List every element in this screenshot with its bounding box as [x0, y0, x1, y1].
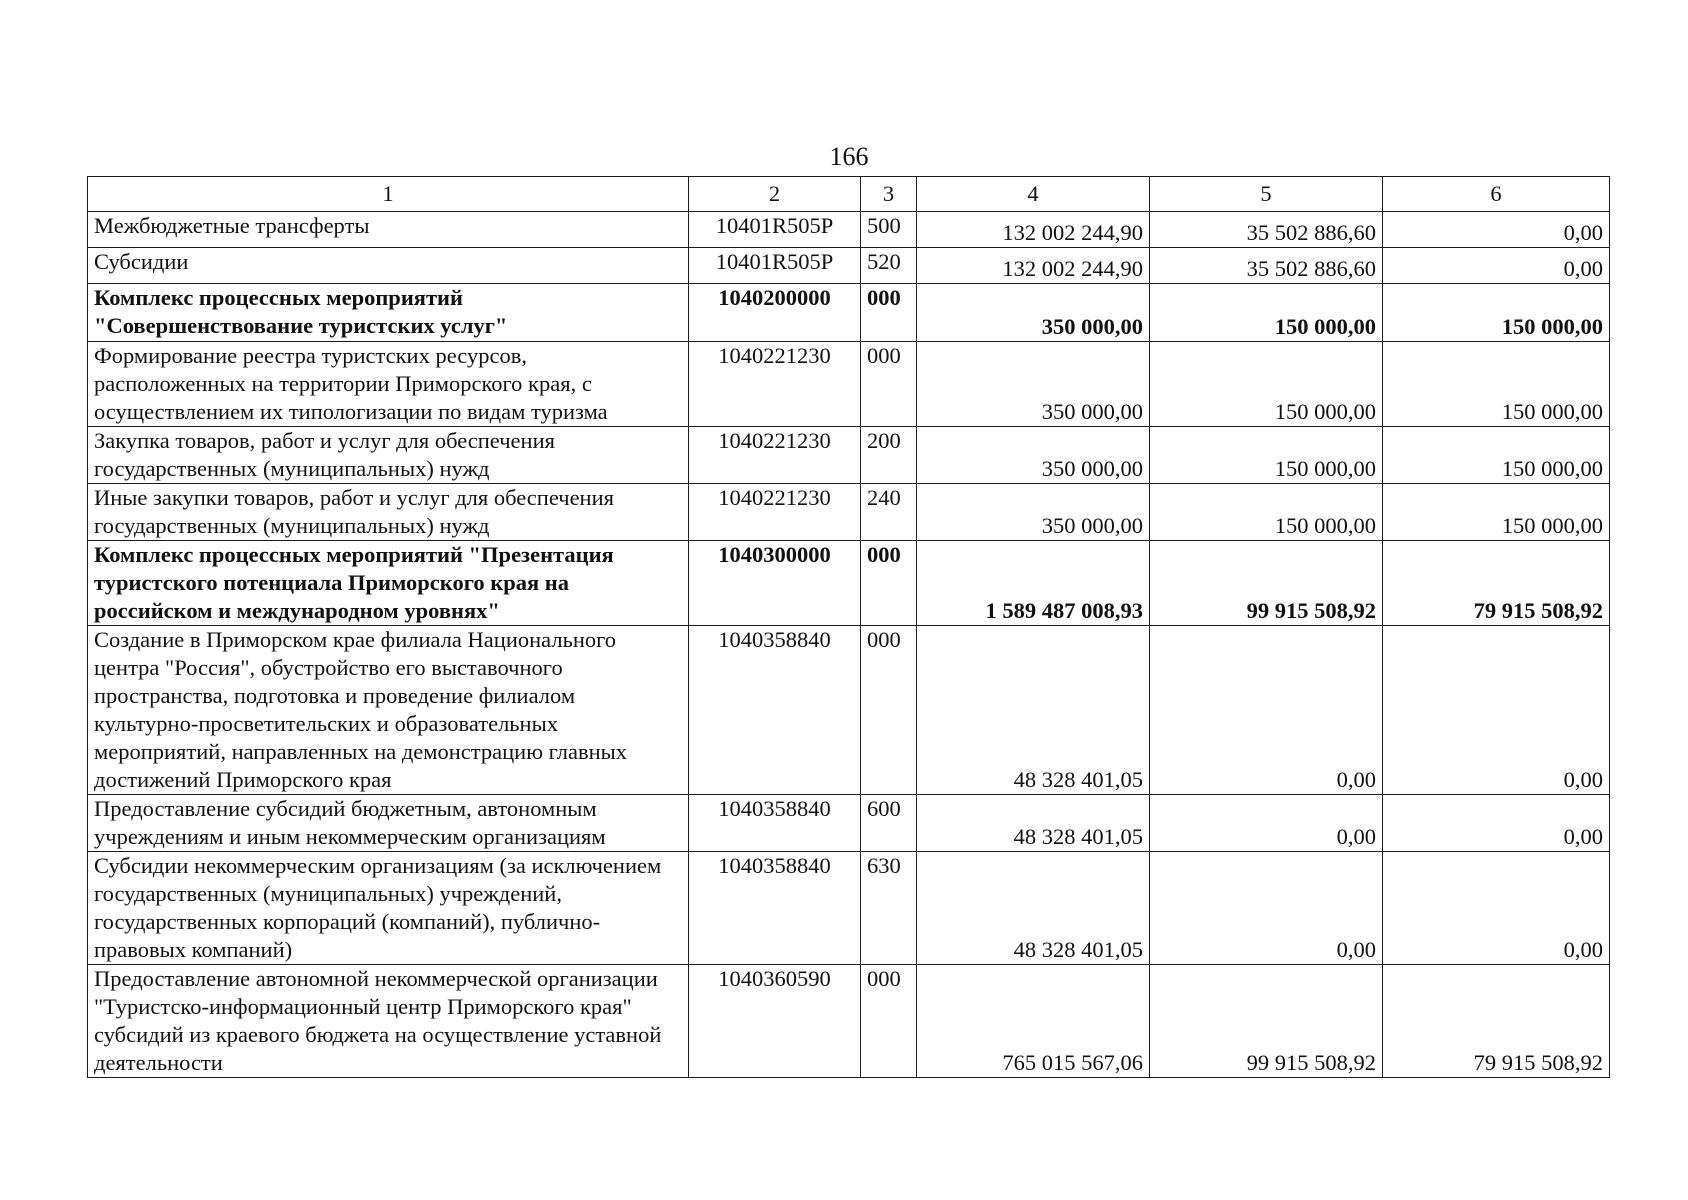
row-code: 1040221230 — [689, 484, 861, 541]
row-name: Комплекс процессных мероприятий "Презентация туристского потенциала Приморского края на российском и международном уровнях" — [88, 541, 689, 626]
row-code: 1040358840 — [689, 795, 861, 852]
row-value-col6: 0,00 — [1383, 852, 1610, 965]
row-value-col6: 150 000,00 — [1383, 342, 1610, 427]
row-value-col6: 150 000,00 — [1383, 284, 1610, 342]
row-value-col4: 48 328 401,05 — [917, 626, 1150, 795]
row-expense-type: 000 — [861, 626, 917, 795]
row-name: Субсидии некоммерческим организациям (за исключением государственных (муниципальных) учреждений, государственных корпораций (компаний), публично-правовых компаний) — [88, 852, 689, 965]
row-value-col6: 0,00 — [1383, 212, 1610, 248]
row-code: 1040221230 — [689, 342, 861, 427]
row-value-col6: 150 000,00 — [1383, 427, 1610, 484]
row-name: Межбюджетные трансферты — [88, 212, 689, 248]
row-code: 1040200000 — [689, 284, 861, 342]
row-value-col6: 79 915 508,92 — [1383, 541, 1610, 626]
row-value-col5: 0,00 — [1150, 795, 1383, 852]
table-row — [88, 212, 1610, 248]
table-row-section — [88, 541, 1610, 626]
row-value-col4: 48 328 401,05 — [917, 795, 1150, 852]
row-value-col5: 35 502 886,60 — [1150, 212, 1383, 248]
row-expense-type: 600 — [861, 795, 917, 852]
table-row — [88, 484, 1610, 541]
column-header: 2 — [689, 177, 861, 212]
table-header-row — [88, 177, 1610, 212]
page-number: 166 — [829, 142, 869, 171]
row-value-col6: 0,00 — [1383, 795, 1610, 852]
row-expense-type: 630 — [861, 852, 917, 965]
table-row — [88, 626, 1610, 795]
column-header: 3 — [861, 177, 917, 212]
row-name: Иные закупки товаров, работ и услуг для обеспечения государственных (муниципальных) нужд — [88, 484, 689, 541]
row-value-col5: 150 000,00 — [1150, 342, 1383, 427]
row-code: 1040358840 — [689, 626, 861, 795]
row-value-col5: 150 000,00 — [1150, 484, 1383, 541]
row-expense-type: 240 — [861, 484, 917, 541]
row-name: Субсидии — [88, 248, 689, 284]
row-name: Предоставление субсидий бюджетным, автономным учреждениям и иным некоммерческим организациям — [88, 795, 689, 852]
row-expense-type: 000 — [861, 541, 917, 626]
row-code: 10401R505P — [689, 248, 861, 284]
row-code: 1040300000 — [689, 541, 861, 626]
row-value-col4: 132 002 244,90 — [917, 212, 1150, 248]
row-code: 1040358840 — [689, 852, 861, 965]
row-name: Создание в Приморском крае филиала Национального центра "Россия", обустройство его выставочного пространства, подготовка и проведение филиалом культурно-просветительских и образовательных мероприятий, направленных на демонстрацию главных достижений Приморского края — [88, 626, 689, 795]
row-name: Комплекс процессных мероприятий "Совершенствование туристских услуг" — [88, 284, 689, 342]
row-value-col4: 48 328 401,05 — [917, 852, 1150, 965]
table-row — [88, 965, 1610, 1078]
row-expense-type: 500 — [861, 212, 917, 248]
row-value-col5: 150 000,00 — [1150, 284, 1383, 342]
row-name: Формирование реестра туристских ресурсов, расположенных на территории Приморского края, с осуществлением их типологизации по видам туризма — [88, 342, 689, 427]
row-code: 1040360590 — [689, 965, 861, 1078]
row-value-col5: 99 915 508,92 — [1150, 541, 1383, 626]
row-value-col4: 350 000,00 — [917, 284, 1150, 342]
row-code: 1040221230 — [689, 427, 861, 484]
row-value-col5: 35 502 886,60 — [1150, 248, 1383, 284]
table-row — [88, 427, 1610, 484]
row-value-col6: 150 000,00 — [1383, 484, 1610, 541]
row-value-col4: 132 002 244,90 — [917, 248, 1150, 284]
row-value-col5: 0,00 — [1150, 852, 1383, 965]
table-row — [88, 248, 1610, 284]
row-name: Закупка товаров, работ и услуг для обеспечения государственных (муниципальных) нужд — [88, 427, 689, 484]
row-name: Предоставление автономной некоммерческой организации "Туристско-информационный центр Приморского края" субсидий из краевого бюджета на осуществление уставной деятельности — [88, 965, 689, 1078]
row-value-col5: 99 915 508,92 — [1150, 965, 1383, 1078]
row-value-col6: 0,00 — [1383, 248, 1610, 284]
row-expense-type: 000 — [861, 284, 917, 342]
table-row-section — [88, 284, 1610, 342]
table-row — [88, 342, 1610, 427]
row-value-col4: 1 589 487 008,93 — [917, 541, 1150, 626]
row-value-col4: 350 000,00 — [917, 342, 1150, 427]
column-header: 1 — [88, 177, 689, 212]
row-value-col5: 150 000,00 — [1150, 427, 1383, 484]
column-header: 5 — [1150, 177, 1383, 212]
row-value-col4: 350 000,00 — [917, 427, 1150, 484]
row-value-col4: 765 015 567,06 — [917, 965, 1150, 1078]
column-header: 6 — [1383, 177, 1610, 212]
row-expense-type: 520 — [861, 248, 917, 284]
row-value-col6: 79 915 508,92 — [1383, 965, 1610, 1078]
budget-table — [87, 176, 1610, 1078]
row-value-col4: 350 000,00 — [917, 484, 1150, 541]
row-expense-type: 000 — [861, 965, 917, 1078]
table-row — [88, 852, 1610, 965]
row-expense-type: 000 — [861, 342, 917, 427]
row-code: 10401R505P — [689, 212, 861, 248]
row-expense-type: 200 — [861, 427, 917, 484]
table-row — [88, 795, 1610, 852]
row-value-col6: 0,00 — [1383, 626, 1610, 795]
column-header: 4 — [917, 177, 1150, 212]
row-value-col5: 0,00 — [1150, 626, 1383, 795]
